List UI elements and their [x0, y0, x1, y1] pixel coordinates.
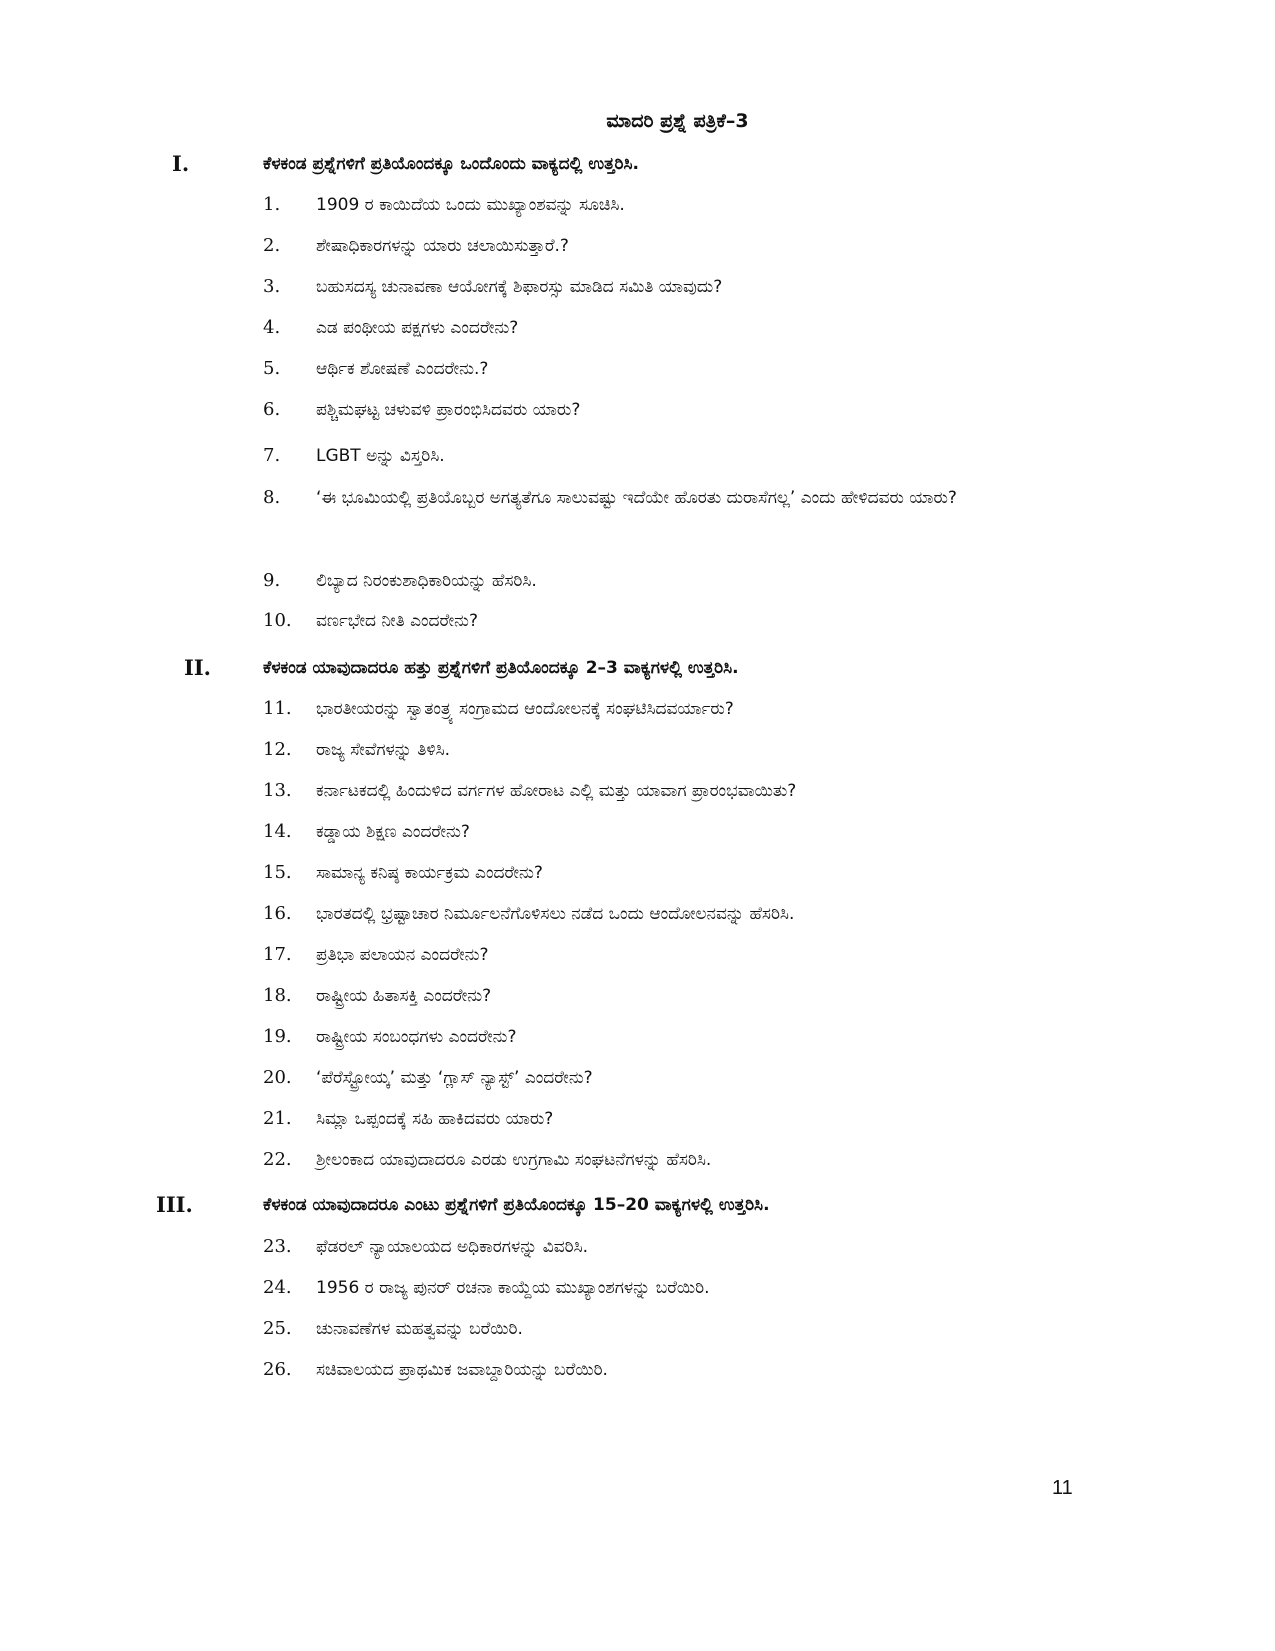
question-number: 24. [263, 1277, 292, 1298]
section-instruction: ಕೆಳಕಂಡ ಯಾವುದಾದರೂ ಎಂಟು ಪ್ರಶ್ನೆಗಳಿಗೆ ಪ್ರತಿಯೊಂದಕ್ಕೂ 15–20 ವಾಕ್ಯಗಳಲ್ಲಿ ಉತ್ತರಿಸಿ. [263, 1195, 770, 1215]
question-text: ಸಿಮ್ಲಾ ಒಪ್ಪಂದಕ್ಕೆ ಸಹಿ ಹಾಕಿದವರು ಯಾರು? [316, 1109, 554, 1129]
question-text: ವರ್ಣಭೇದ ನೀತಿ ಎಂದರೇನು? [316, 611, 478, 631]
question-text: ಲಿಬ್ಯಾದ ನಿರಂಕುಶಾಧಿಕಾರಿಯನ್ನು ಹೆಸರಿಸಿ. [316, 571, 537, 591]
question-text: ಫೆಡರಲ್ ನ್ಯಾಯಾಲಯದ ಅಧಿಕಾರಗಳನ್ನು ವಿವರಿಸಿ. [316, 1237, 589, 1257]
question-number: 20. [263, 1067, 292, 1088]
question-number: 18. [263, 985, 292, 1006]
page-number: 11 [1052, 1477, 1073, 1499]
question-number: 19. [263, 1026, 292, 1047]
section-heading [0, 150, 1275, 178]
question-text: ರಾಷ್ಟ್ರೀಯ ಹಿತಾಸಕ್ತಿ ಎಂದರೇನು? [316, 986, 492, 1006]
question-number: 23. [263, 1236, 292, 1257]
section-heading [0, 654, 1275, 682]
question-number: 2. [263, 235, 281, 256]
question-number: 15. [263, 862, 292, 883]
question-text: ಎಡ ಪಂಥೀಯ ಪಕ್ಷಗಳು ಎಂದರೇನು? [316, 318, 519, 338]
question-number: 8. [263, 487, 281, 508]
question-number: 10. [263, 610, 292, 631]
question-text: ಭಾರತೀಯರನ್ನು ಸ್ವಾತಂತ್ರ್ಯ ಸಂಗ್ರಾಮದ ಆಂದೋಲನಕ್ಕೆ ಸಂಘಟಿಸಿದವರ್ಯಾರು? [316, 699, 734, 719]
question-text: ‘ಪೆರೆಸ್ಟ್ರೋಯ್ಕ’ ಮತ್ತು ‘ಗ್ಲಾಸ್ ನ್ಯಾಸ್ಟ್’ ಎಂದರೇನು? [316, 1068, 593, 1088]
question-text: ಕಡ್ಡಾಯ ಶಿಕ್ಷಣ ಎಂದರೇನು? [316, 822, 470, 842]
question-number: 11. [263, 698, 292, 719]
question-number: 1. [263, 194, 281, 215]
section-numeral: II. [184, 655, 211, 680]
question-text: 1909 ರ ಕಾಯಿದೆಯ ಒಂದು ಮುಖ್ಯಾಂಶವನ್ನು ಸೂಚಿಸಿ. [316, 195, 625, 215]
section-instruction: ಕೆಳಕಂಡ ಯಾವುದಾದರೂ ಹತ್ತು ಪ್ರಶ್ನೆಗಳಿಗೆ ಪ್ರತಿಯೊಂದಕ್ಕೂ 2–3 ವಾಕ್ಯಗಳಲ್ಲಿ ಉತ್ತರಿಸಿ. [263, 658, 739, 678]
section-heading [0, 1191, 1275, 1219]
question-number: 16. [263, 903, 292, 924]
question-number: 25. [263, 1318, 292, 1339]
section-numeral: I. [172, 151, 190, 176]
question-text: ‘ಈ ಭೂಮಿಯಲ್ಲಿ ಪ್ರತಿಯೊಬ್ಬರ ಅಗತ್ಯತೆಗೂ ಸಾಲುವಷ್ಟು ಇದೆಯೇ ಹೊರತು ದುರಾಸೆಗಲ್ಲ’ ಎಂದು ಹೇಳಿದವರು ಯಾರು? [316, 488, 957, 508]
question-text: ಪ್ರತಿಭಾ ಪಲಾಯನ ಎಂದರೇನು? [316, 945, 489, 965]
question-text: 1956 ರ ರಾಜ್ಯ ಪುನರ್ ರಚನಾ ಕಾಯ್ದೆಯ ಮುಖ್ಯಾಂಶಗಳನ್ನು ಬರೆಯಿರಿ. [316, 1278, 710, 1298]
question-text: ಕರ್ನಾಟಕದಲ್ಲಿ ಹಿಂದುಳಿದ ವರ್ಗಗಳ ಹೋರಾಟ ಎಲ್ಲಿ ಮತ್ತು ಯಾವಾಗ ಪ್ರಾರಂಭವಾಯಿತು? [316, 781, 797, 801]
question-number: 12. [263, 739, 292, 760]
question-text: ಸಾಮಾನ್ಯ ಕನಿಷ್ಠ ಕಾರ್ಯಕ್ರಮ ಎಂದರೇನು? [316, 863, 543, 883]
question-text: ಸಚಿವಾಲಯದ ಪ್ರಾಥಮಿಕ ಜವಾಬ್ದಾರಿಯನ್ನು ಬರೆಯಿರಿ. [316, 1360, 608, 1380]
question-number: 22. [263, 1149, 292, 1170]
section-instruction: ಕೆಳಕಂಡ ಪ್ರಶ್ನೆಗಳಿಗೆ ಪ್ರತಿಯೊಂದಕ್ಕೂ ಒಂದೊಂದು ವಾಕ್ಯದಲ್ಲಿ ಉತ್ತರಿಸಿ. [263, 154, 639, 174]
question-text: ಪಶ್ಚಿಮಘಟ್ಟ ಚಳುವಳಿ ಪ್ರಾರಂಭಿಸಿದವರು ಯಾರು? [316, 400, 581, 420]
question-number: 17. [263, 944, 292, 965]
question-text: ಆರ್ಥಿಕ ಶೋಷಣೆ ಎಂದರೇನು.? [316, 359, 489, 379]
section-numeral: III. [156, 1192, 193, 1217]
question-number: 21. [263, 1108, 292, 1129]
question-text: LGBT ಅನ್ನು ವಿಸ್ತರಿಸಿ. [316, 446, 445, 466]
question-text: ಚುನಾವಣೆಗಳ ಮಹತ್ವವನ್ನು ಬರೆಯಿರಿ. [316, 1319, 523, 1339]
question-number: 7. [263, 445, 281, 466]
question-number: 6. [263, 399, 281, 420]
question-number: 4. [263, 317, 281, 338]
question-number: 26. [263, 1359, 292, 1380]
question-text: ರಾಜ್ಯ ಸೇವೆಗಳನ್ನು ತಿಳಿಸಿ. [316, 740, 451, 760]
question-text: ಶ್ರೀಲಂಕಾದ ಯಾವುದಾದರೂ ಎರಡು ಉಗ್ರಗಾಮಿ ಸಂಘಟನೆಗಳನ್ನು ಹೆಸರಿಸಿ. [316, 1150, 712, 1170]
question-number: 9. [263, 570, 281, 591]
question-number: 14. [263, 821, 292, 842]
question-number: 13. [263, 780, 292, 801]
question-text: ಭಾರತದಲ್ಲಿ ಭ್ರಷ್ಟಾಚಾರ ನಿರ್ಮೂಲನೆಗೊಳಿಸಲು ನಡೆದ ಒಂದು ಆಂದೋಲನವನ್ನು ಹೆಸರಿಸಿ. [316, 904, 795, 924]
question-text: ರಾಷ್ಟ್ರೀಯ ಸಂಬಂಧಗಳು ಎಂದರೇನು? [316, 1027, 517, 1047]
question-number: 5. [263, 358, 281, 379]
question-text: ಬಹುಸದಸ್ಯ ಚುನಾವಣಾ ಆಯೋಗಕ್ಕೆ ಶಿಫಾರಸ್ಸು ಮಾಡಿದ ಸಮಿತಿ ಯಾವುದು? [316, 277, 723, 297]
question-text: ಶೇಷಾಧಿಕಾರಗಳನ್ನು ಯಾರು ಚಲಾಯಿಸುತ್ತಾರೆ.? [316, 236, 569, 256]
question-number: 3. [263, 276, 281, 297]
page-title: ಮಾದರಿ ಪ್ರಶ್ನೆ ಪತ್ರಿಕೆ–3 [606, 110, 749, 132]
